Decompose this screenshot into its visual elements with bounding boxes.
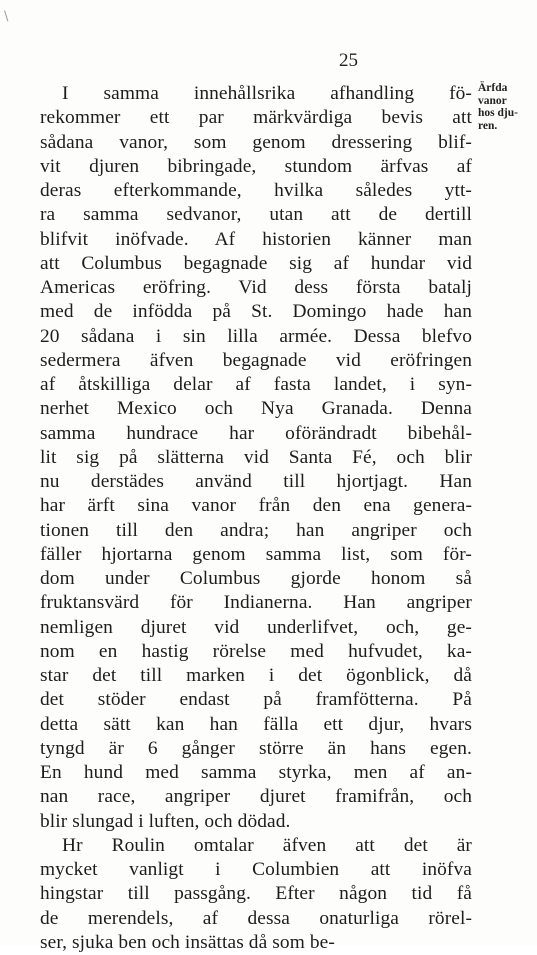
page-number: 25: [339, 50, 358, 71]
text-line: dom under Columbus gjorde honom så: [40, 568, 472, 589]
text-line: nan race, angriper djuret framifrån, och: [40, 786, 472, 808]
text-line: vit djuren bibringade, stundom ärfvas af: [40, 155, 472, 177]
text-line: Hr Roulin omtalar äfven att det är: [62, 834, 472, 856]
text-line: sådana vanor, som genom dressering blif-: [40, 131, 472, 153]
text-line: ser, sjuka ben och insättas då som be-: [40, 931, 335, 953]
margin-note-line: ren.: [478, 119, 498, 132]
body-text: [40, 82, 472, 955]
text-line: detta sätt kan han fälla ett djur, hvars: [40, 713, 472, 735]
text-line: blifvit inöfvade. Af historien känner man: [40, 228, 472, 250]
text-line: sedermera äfven begagnade vid eröfringen: [40, 349, 472, 371]
text-line: med de infödda på St. Domingo hade han: [40, 301, 472, 323]
text-line: af åtskilliga delar af fasta landet, i syn-: [40, 374, 472, 395]
margin-note-line: hos dju-: [478, 107, 518, 119]
text-line: tyngd är 6 gånger större än hans egen.: [40, 737, 472, 759]
text-line: 20 sådana i sin lilla armée. Dessa blefvo: [40, 325, 472, 347]
text-line: nom en hastig rörelse med hufvudet, ka-: [40, 640, 472, 662]
text-line: deras efterkommande, hvilka således ytt-: [40, 180, 472, 201]
text-line: ra samma sedvanor, utan att de dertill: [40, 204, 472, 226]
text-line: I samma innehållsrika afhandling fö-: [62, 83, 472, 104]
text-line: fäller hjortarna genom samma list, som för-: [40, 543, 472, 565]
text-line: mycket vanligt i Columbien att inöfva: [40, 859, 472, 880]
text-line: de merendels, af dessa onaturliga rörel-: [40, 907, 472, 929]
text-line: nemligen djuret vid underlifvet, och, ge-: [40, 616, 472, 638]
text-line: har ärft sina vanor från den ena genera-: [40, 495, 472, 517]
text-line: Americas eröfring. Vid dess första batalj: [40, 277, 472, 298]
text-line: tionen till den andra; han angriper och: [40, 519, 472, 541]
text-line: samma hundrace har oförändradt bibehål-: [40, 422, 472, 444]
text-line: rekommer ett par märkvärdiga bevis att: [40, 107, 472, 129]
text-line: nu derstädes använd till hjortjagt. Han: [40, 471, 472, 492]
text-line: lit sig på slätterna vid Santa Fé, och blir: [40, 446, 472, 468]
text-line: En hund med samma styrka, men af an-: [40, 762, 472, 783]
text-line: blir slungad i luften, och dödad.: [40, 810, 291, 832]
corner-mark: \: [4, 9, 9, 24]
margin-note-line: Ärfda: [478, 82, 508, 94]
text-line: star det till marken i det ögonblick, då: [40, 665, 472, 686]
text-line: fruktansvärd för Indianerna. Han angriper: [40, 592, 472, 614]
text-line: att Columbus begagnade sig af hundar vid: [40, 252, 472, 274]
margin-note: [478, 82, 534, 132]
margin-note-line: vanor: [478, 94, 507, 107]
text-line: nerhet Mexico och Nya Granada. Denna: [40, 398, 472, 420]
text-line: hingstar till passgång. Efter någon tid få: [40, 883, 472, 905]
text-line: det stöder endast på framfötterna. På: [40, 689, 472, 711]
